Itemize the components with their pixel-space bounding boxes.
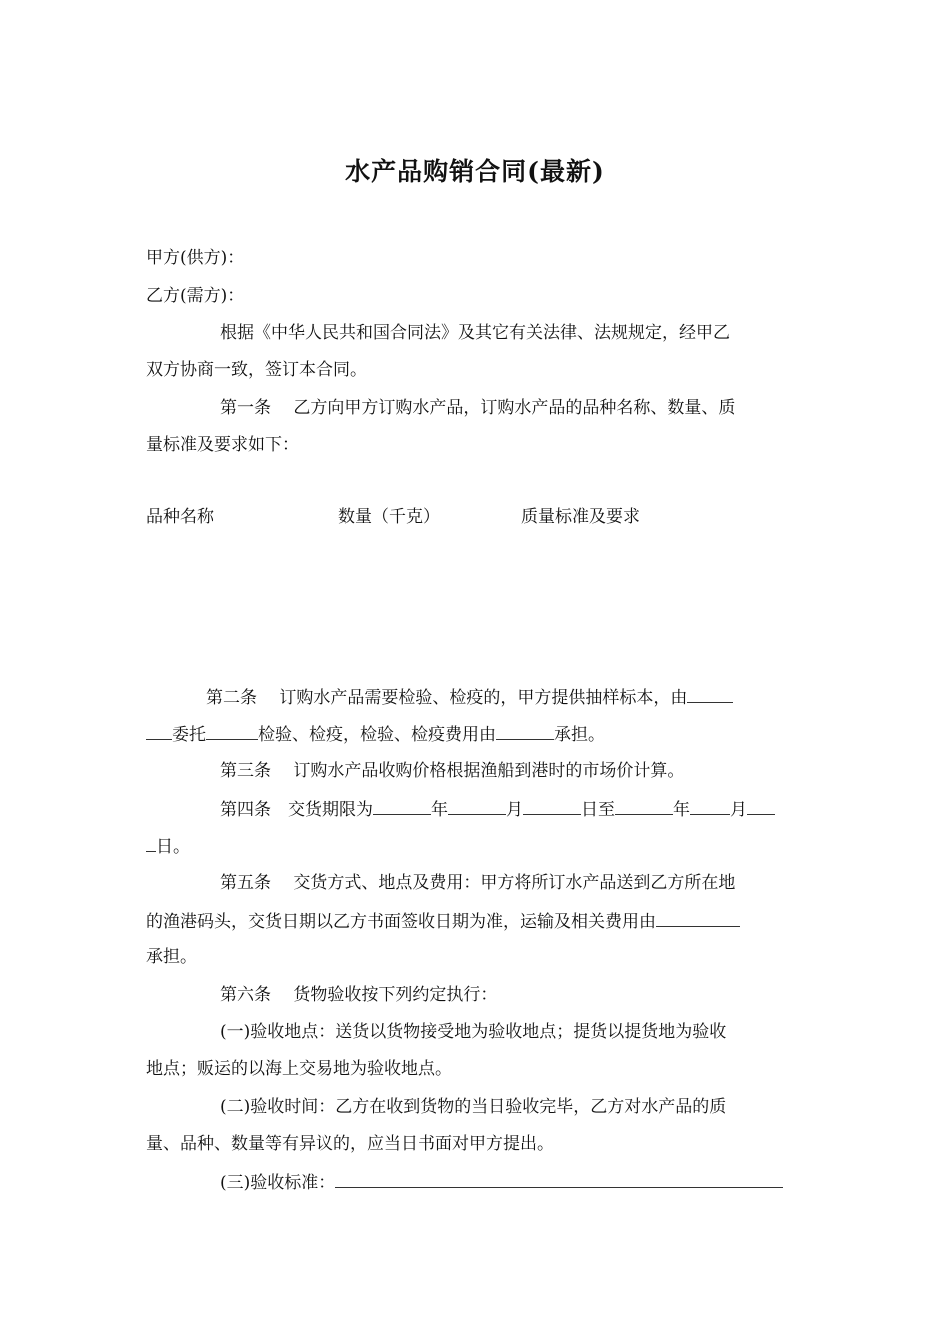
- blank-field: [687, 685, 733, 703]
- article-2-line-1: [206, 685, 811, 709]
- table-header-quality: 质量标准及要求: [521, 507, 640, 527]
- article-1-line-2: 量标准及要求如下：: [146, 435, 299, 455]
- article-5-text: 的渔港码头，交货日期以乙方书面签收日期为准，运输及相关费用由: [146, 912, 656, 932]
- month-label-2: 月: [730, 800, 747, 820]
- document-title: 水产品购销合同(最新): [345, 157, 605, 186]
- article-3-line: 第三条 订购水产品收购价格根据渔船到港时的市场价计算。: [220, 761, 685, 781]
- article-2-text-4: 承担。: [554, 725, 605, 745]
- table-header-quantity: 数量（千克）: [338, 507, 440, 527]
- article-2-text-3: 检验、检疫，检验、检疫费用由: [258, 725, 496, 745]
- blank-field: [206, 722, 258, 740]
- article-1-line-1: 第一条 乙方向甲方订购水产品，订购水产品的品种名称、数量、质: [220, 398, 736, 418]
- month-label: 月: [506, 800, 523, 820]
- article-4-line-2: [146, 834, 811, 858]
- article-4-line-1: [220, 797, 811, 821]
- blank-field: [496, 722, 554, 740]
- article-4-text: 第四条 交货期限为: [220, 800, 373, 820]
- blank-field: [373, 797, 431, 815]
- intro-paragraph-line-2: 双方协商一致，签订本合同。: [146, 360, 367, 380]
- article-6-line: 第六条 货物验收按下列约定执行：: [220, 985, 498, 1005]
- article-2-line-2: [146, 722, 811, 746]
- article-6-item-1-line-2: 地点；贩运的以海上交易地为验收地点。: [146, 1059, 452, 1079]
- year-label-2: 年: [673, 800, 690, 820]
- party-a-line: 甲方(供方)：: [146, 248, 245, 268]
- article-2-text-2: 委托: [172, 725, 206, 745]
- blank-field: [747, 797, 775, 815]
- intro-paragraph-line-1: 根据《中华人民共和国合同法》及其它有关法律、法规规定，经甲乙: [220, 323, 730, 343]
- blank-field: [656, 909, 740, 927]
- article-6-item-1-line-1: (一)验收地点：送货以货物接受地为验收地点；提货以提货地为验收: [220, 1022, 727, 1042]
- article-2-text-1: 第二条 订购水产品需要检验、检疫的，甲方提供抽样标本，由: [206, 688, 688, 708]
- article-6-item-3-text: (三)验收标准：: [220, 1173, 336, 1193]
- blank-field: [335, 1170, 783, 1188]
- article-5-line-2: [146, 909, 811, 933]
- day-to-label: 日至: [581, 800, 615, 820]
- article-5-line-3: 承担。: [146, 947, 197, 967]
- blank-field: [523, 797, 581, 815]
- year-label: 年: [431, 800, 448, 820]
- blank-field: [146, 834, 156, 852]
- article-6-item-3-line: [220, 1170, 811, 1194]
- party-b-line: 乙方(需方)：: [146, 286, 245, 306]
- table-header-variety: 品种名称: [146, 507, 214, 527]
- article-6-item-2-line-1: (二)验收时间：乙方在收到货物的当日验收完毕，乙方对水产品的质: [220, 1097, 727, 1117]
- blank-field: [690, 797, 730, 815]
- blank-field: [448, 797, 506, 815]
- article-5-line-1: 第五条 交货方式、地点及费用：甲方将所订水产品送到乙方所在地: [220, 873, 736, 893]
- blank-field: [146, 722, 172, 740]
- blank-field: [615, 797, 673, 815]
- day-end-label: 日。: [156, 837, 190, 857]
- article-6-item-2-line-2: 量、品种、数量等有异议的，应当日书面对甲方提出。: [146, 1134, 554, 1154]
